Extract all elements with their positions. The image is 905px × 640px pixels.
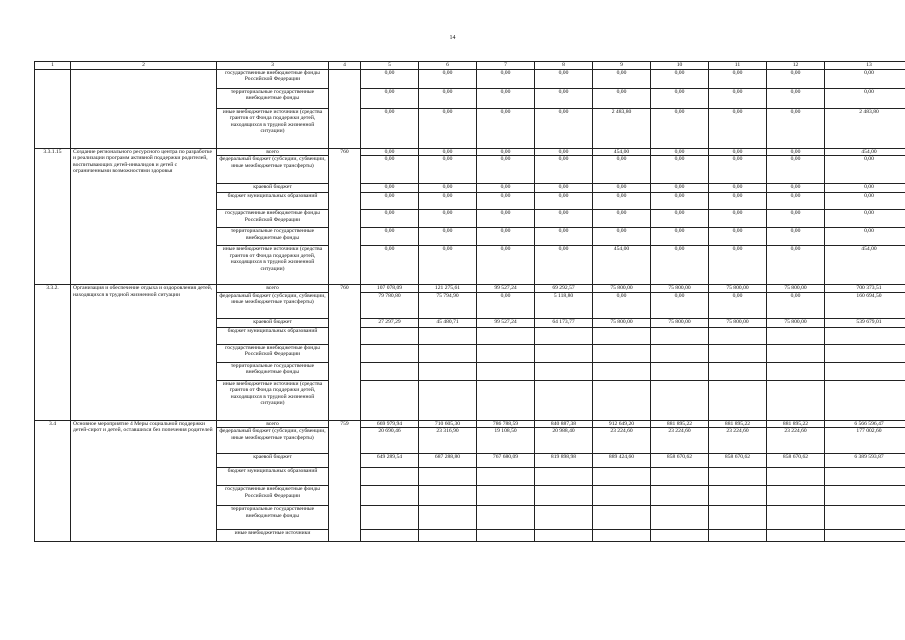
funding-source: всего [217, 420, 329, 428]
year-value: 0,00 [709, 184, 767, 193]
column-header: 5 [361, 62, 419, 70]
total-value [825, 344, 905, 362]
year-value: 0,00 [709, 88, 767, 108]
year-value: 0,00 [651, 193, 709, 210]
column-header: 7 [477, 62, 535, 70]
year-value [767, 530, 825, 542]
year-value: 0,00 [767, 246, 825, 285]
year-value [709, 468, 767, 486]
column-header: 6 [419, 62, 477, 70]
limit-code: 759 [329, 420, 361, 542]
year-value: 0,00 [651, 156, 709, 184]
year-value [593, 486, 651, 506]
year-value: 5 118,80 [535, 292, 593, 318]
year-value: 0,00 [419, 184, 477, 193]
year-value [361, 468, 419, 486]
year-value: 858 670,62 [651, 454, 709, 468]
year-value: 0,00 [477, 108, 535, 148]
year-value [651, 362, 709, 380]
year-value [709, 380, 767, 420]
column-header: 4 [329, 62, 361, 70]
year-value: 0,00 [419, 69, 477, 88]
year-value [477, 468, 535, 486]
year-value: 0,00 [767, 210, 825, 228]
funding-source: бюджет муниципальных образований [217, 193, 329, 210]
year-value: 2 483,80 [593, 108, 651, 148]
year-value [535, 530, 593, 542]
year-value: 0,00 [361, 69, 419, 88]
year-value: 669 979,94 [361, 420, 419, 428]
year-value: 0,00 [419, 246, 477, 285]
funding-source: государственные внебюджетные фонды Российской Федерации [217, 486, 329, 506]
year-value: 75 800,00 [767, 285, 825, 293]
funding-source: иные внебюджетные источники [217, 530, 329, 542]
year-value [651, 506, 709, 530]
table-row [35, 148, 905, 156]
year-value: 649 289,54 [361, 454, 419, 468]
year-value: 0,00 [651, 88, 709, 108]
year-value [651, 468, 709, 486]
column-header: 11 [709, 62, 767, 70]
year-value [361, 380, 419, 420]
year-value: 0,00 [593, 88, 651, 108]
year-value [593, 530, 651, 542]
funding-source: иные внебюджетные источники (средства грантов от Фонда поддержки детей, находящихся в трудной жизненной ситуации) [217, 246, 329, 285]
year-value: 0,00 [361, 193, 419, 210]
year-value: 0,00 [535, 184, 593, 193]
year-value [361, 344, 419, 362]
measure-code: 3.3.2. [35, 285, 71, 421]
year-value: 0,00 [593, 292, 651, 318]
year-value: 0,00 [419, 148, 477, 156]
year-value: 75 800,00 [593, 285, 651, 293]
year-value: 23 224,60 [767, 428, 825, 454]
total-value: 0,00 [825, 184, 905, 193]
column-header: 8 [535, 62, 593, 70]
total-value: 0,00 [825, 88, 905, 108]
year-value: 0,00 [419, 228, 477, 246]
year-value: 0,00 [709, 108, 767, 148]
year-value [535, 506, 593, 530]
year-value: 0,00 [419, 210, 477, 228]
year-value: 0,00 [477, 193, 535, 210]
year-value: 0,00 [535, 156, 593, 184]
limit-code: 760 [329, 148, 361, 285]
table-row [35, 285, 905, 293]
measure-name: Организация и обеспечение отдыха и оздоровления детей, находящихся в трудной жизненной ситуации [71, 285, 217, 421]
year-value: 0,00 [419, 156, 477, 184]
year-value: 0,00 [651, 184, 709, 193]
total-value: 0,00 [825, 193, 905, 210]
funding-source: территориальные государственные внебюджетные фонды [217, 506, 329, 530]
year-value [593, 362, 651, 380]
year-value: 75 800,00 [767, 318, 825, 327]
year-value [709, 486, 767, 506]
year-value: 840 887,38 [535, 420, 593, 428]
table-row [35, 69, 905, 88]
funding-source: иные внебюджетные источники (средства грантов от Фонда поддержки детей, находящихся в трудной жизненной ситуации) [217, 380, 329, 420]
year-value [709, 362, 767, 380]
funding-source: государственные внебюджетные фонды Российской Федерации [217, 210, 329, 228]
year-value: 27 297,29 [361, 318, 419, 327]
year-value: 107 078,09 [361, 285, 419, 293]
year-value [477, 506, 535, 530]
column-header: 12 [767, 62, 825, 70]
year-value [419, 530, 477, 542]
year-value [477, 380, 535, 420]
total-value: 0,00 [825, 228, 905, 246]
year-value: 0,00 [651, 246, 709, 285]
total-value: 454,00 [825, 246, 905, 285]
total-value [825, 486, 905, 506]
funding-source: краевой бюджет [217, 454, 329, 468]
funding-source: территориальные государственные внебюджетные фонды [217, 228, 329, 246]
year-value: 0,00 [651, 292, 709, 318]
total-value: 539 679,01 [825, 318, 905, 327]
year-value: 0,00 [535, 193, 593, 210]
year-value [767, 486, 825, 506]
limit-code: 760 [329, 285, 361, 421]
funding-source: государственные внебюджетные фонды Российской Федерации [217, 69, 329, 88]
year-value: 881 895,22 [709, 420, 767, 428]
year-value: 0,00 [709, 156, 767, 184]
year-value: 0,00 [593, 69, 651, 88]
year-value [651, 380, 709, 420]
column-header: 3 [217, 62, 329, 70]
year-value [651, 344, 709, 362]
year-value [361, 506, 419, 530]
year-value: 0,00 [361, 228, 419, 246]
total-value [825, 380, 905, 420]
year-value: 20 690,46 [361, 428, 419, 454]
year-value: 69 292,57 [535, 285, 593, 293]
year-value: 75 800,00 [651, 318, 709, 327]
year-value: 0,00 [767, 156, 825, 184]
column-header: 1 [35, 62, 71, 70]
year-value [535, 468, 593, 486]
year-value [767, 380, 825, 420]
year-value [361, 530, 419, 542]
year-value: 687 288,80 [419, 454, 477, 468]
year-value: 0,00 [767, 69, 825, 88]
year-value [767, 327, 825, 344]
year-value: 819 898,98 [535, 454, 593, 468]
year-value [361, 362, 419, 380]
year-value [593, 380, 651, 420]
funding-source: федеральный бюджет (субсидии, субвенции, иные межбюджетные трансферты) [217, 428, 329, 454]
year-value [767, 506, 825, 530]
year-value: 0,00 [709, 228, 767, 246]
year-value: 0,00 [361, 184, 419, 193]
year-value: 0,00 [651, 108, 709, 148]
total-value [825, 468, 905, 486]
header-row [35, 62, 905, 70]
year-value [419, 362, 477, 380]
year-value: 75 800,00 [593, 318, 651, 327]
limit-code [329, 69, 361, 148]
year-value [593, 506, 651, 530]
year-value: 0,00 [477, 292, 535, 318]
year-value [651, 530, 709, 542]
column-header: 13 [825, 62, 905, 70]
year-value [419, 344, 477, 362]
year-value: 23 224,60 [709, 428, 767, 454]
funding-source: краевой бюджет [217, 318, 329, 327]
year-value: 75 800,00 [709, 285, 767, 293]
year-value: 0,00 [593, 184, 651, 193]
year-value [477, 486, 535, 506]
year-value: 0,00 [651, 210, 709, 228]
funding-source: всего [217, 285, 329, 293]
year-value: 0,00 [535, 228, 593, 246]
year-value: 0,00 [593, 193, 651, 210]
year-value [419, 468, 477, 486]
total-value: 0,00 [825, 69, 905, 88]
year-value [419, 327, 477, 344]
year-value: 889 424,60 [593, 454, 651, 468]
year-value: 0,00 [477, 69, 535, 88]
year-value [361, 486, 419, 506]
year-value: 23 316,90 [419, 428, 477, 454]
year-value [535, 486, 593, 506]
year-value: 0,00 [535, 88, 593, 108]
year-value [535, 380, 593, 420]
year-value: 786 788,59 [477, 420, 535, 428]
year-value: 0,00 [361, 88, 419, 108]
year-value [709, 506, 767, 530]
year-value: 0,00 [767, 108, 825, 148]
year-value: 45 480,71 [419, 318, 477, 327]
year-value: 121 275,61 [419, 285, 477, 293]
year-value: 0,00 [593, 210, 651, 228]
funding-source: иные внебюджетные источники (средства грантов от Фонда поддержки детей, находящихся в трудной жизненной ситуации) [217, 108, 329, 148]
year-value: 64 173,77 [535, 318, 593, 327]
year-value: 710 605,30 [419, 420, 477, 428]
year-value [709, 530, 767, 542]
column-header: 9 [593, 62, 651, 70]
year-value [419, 486, 477, 506]
year-value [593, 344, 651, 362]
total-value: 700 373,51 [825, 285, 905, 293]
funding-source: территориальные государственные внебюджетные фонды [217, 362, 329, 380]
total-value: 0,00 [825, 210, 905, 228]
year-value [767, 362, 825, 380]
measure-name [71, 69, 217, 148]
year-value: 0,00 [709, 210, 767, 228]
year-value: 19 108,50 [477, 428, 535, 454]
year-value: 0,00 [535, 148, 593, 156]
total-value: 177 002,60 [825, 428, 905, 454]
year-value: 0,00 [419, 108, 477, 148]
year-value: 0,00 [477, 88, 535, 108]
year-value: 0,00 [535, 210, 593, 228]
year-value: 20 988,40 [535, 428, 593, 454]
year-value: 881 895,22 [651, 420, 709, 428]
year-value: 454,00 [593, 246, 651, 285]
measure-code: 3.3.1.15 [35, 148, 71, 285]
year-value: 0,00 [361, 108, 419, 148]
total-value: 0,00 [825, 156, 905, 184]
year-value: 75 800,00 [651, 285, 709, 293]
year-value [419, 380, 477, 420]
year-value [419, 506, 477, 530]
measure-code: 3.4 [35, 420, 71, 542]
table-row [35, 420, 905, 428]
year-value: 0,00 [419, 193, 477, 210]
total-value [825, 530, 905, 542]
year-value [477, 344, 535, 362]
year-value: 858 670,62 [767, 454, 825, 468]
year-value: 767 680,09 [477, 454, 535, 468]
year-value: 0,00 [767, 88, 825, 108]
year-value: 0,00 [419, 88, 477, 108]
year-value: 0,00 [593, 228, 651, 246]
year-value: 0,00 [709, 148, 767, 156]
year-value [593, 468, 651, 486]
total-value [825, 327, 905, 344]
funding-source: федеральный бюджет (субсидии, субвенции, иные межбюджетные трансферты) [217, 156, 329, 184]
year-value [535, 344, 593, 362]
year-value [651, 486, 709, 506]
year-value [477, 530, 535, 542]
total-value [825, 506, 905, 530]
year-value: 0,00 [477, 210, 535, 228]
year-value [651, 327, 709, 344]
year-value: 0,00 [361, 156, 419, 184]
year-value [477, 327, 535, 344]
year-value [767, 344, 825, 362]
measure-name: Основное мероприятие 4 Меры социальной поддержки детей-сирот и детей, оставшихся без попечения родителей [71, 420, 217, 542]
funding-source: краевой бюджет [217, 184, 329, 193]
year-value: 0,00 [477, 184, 535, 193]
year-value: 858 670,62 [709, 454, 767, 468]
year-value: 0,00 [709, 246, 767, 285]
column-header: 10 [651, 62, 709, 70]
funding-source: бюджет муниципальных образований [217, 327, 329, 344]
year-value [709, 327, 767, 344]
year-value: 881 895,22 [767, 420, 825, 428]
year-value [535, 362, 593, 380]
year-value: 912 649,20 [593, 420, 651, 428]
year-value: 454,00 [593, 148, 651, 156]
total-value [825, 362, 905, 380]
year-value [535, 327, 593, 344]
year-value: 79 780,80 [361, 292, 419, 318]
year-value: 0,00 [767, 184, 825, 193]
year-value [593, 327, 651, 344]
year-value: 0,00 [535, 246, 593, 285]
total-value: 6 566 596,47 [825, 420, 905, 428]
year-value: 0,00 [767, 148, 825, 156]
year-value: 23 224,60 [593, 428, 651, 454]
year-value: 0,00 [593, 156, 651, 184]
year-value: 0,00 [651, 228, 709, 246]
year-value: 0,00 [477, 246, 535, 285]
year-value: 0,00 [709, 69, 767, 88]
year-value [361, 327, 419, 344]
funding-source: федеральный бюджет (субсидии, субвенции, иные межбюджетные трансферты) [217, 292, 329, 318]
funding-source: территориальные государственные внебюджетные фонды [217, 88, 329, 108]
year-value: 0,00 [709, 193, 767, 210]
year-value: 75 800,00 [709, 318, 767, 327]
year-value: 0,00 [361, 148, 419, 156]
funding-source: всего [217, 148, 329, 156]
year-value [767, 468, 825, 486]
year-value: 99 527,24 [477, 285, 535, 293]
year-value: 0,00 [361, 210, 419, 228]
year-value [709, 344, 767, 362]
total-value: 2 483,80 [825, 108, 905, 148]
year-value: 0,00 [361, 246, 419, 285]
year-value: 0,00 [477, 228, 535, 246]
total-value: 6 389 593,87 [825, 454, 905, 468]
year-value: 23 224,60 [651, 428, 709, 454]
year-value: 0,00 [535, 69, 593, 88]
year-value: 0,00 [477, 156, 535, 184]
page-number: 14 [449, 35, 456, 41]
total-value: 160 694,50 [825, 292, 905, 318]
year-value: 0,00 [767, 193, 825, 210]
funding-source: государственные внебюджетные фонды Российской Федерации [217, 344, 329, 362]
year-value: 99 527,24 [477, 318, 535, 327]
year-value: 0,00 [709, 292, 767, 318]
year-value: 0,00 [767, 292, 825, 318]
year-value: 75 794,90 [419, 292, 477, 318]
column-header: 2 [71, 62, 217, 70]
year-value: 0,00 [767, 228, 825, 246]
total-value: 454,00 [825, 148, 905, 156]
funding-source: бюджет муниципальных образований [217, 468, 329, 486]
year-value: 0,00 [651, 148, 709, 156]
year-value [477, 362, 535, 380]
budget-table [34, 61, 905, 542]
year-value: 0,00 [477, 148, 535, 156]
measure-code [35, 69, 71, 148]
year-value: 0,00 [651, 69, 709, 88]
measure-name: Создание регионального ресурсного центра по разработке и реализации программ активной поддержки родителей, воспитывающих детей-инвалидов и детей с ограниченными возможностями здоровья [71, 148, 217, 285]
year-value: 0,00 [535, 108, 593, 148]
